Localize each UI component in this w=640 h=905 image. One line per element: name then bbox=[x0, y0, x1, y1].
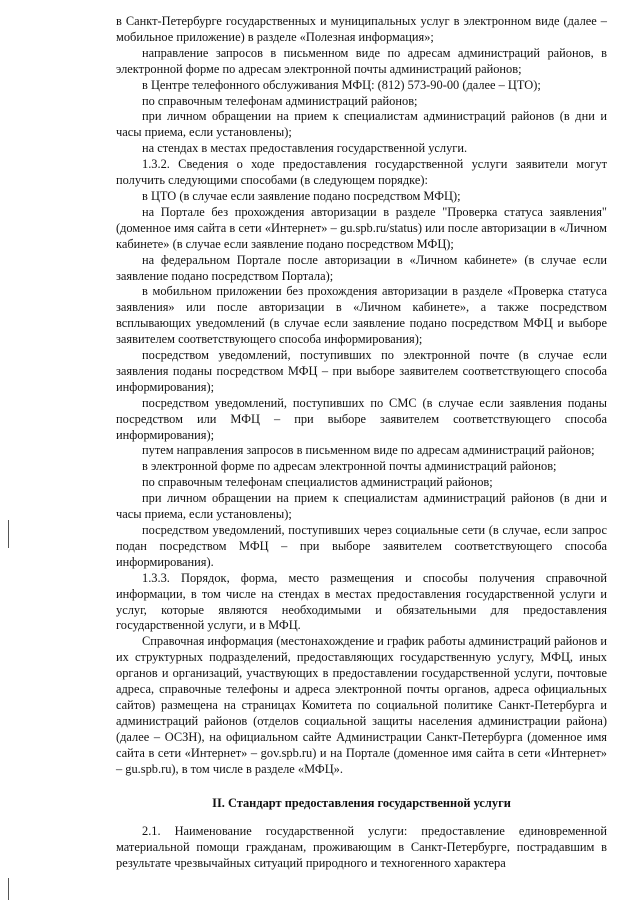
paragraph-personal-visit-2: при личном обращении на прием к специалистам администраций районов (в дни и часы приема, если установлены); bbox=[116, 491, 607, 522]
paragraph-reference-phones: по справочным телефонам администраций районов; bbox=[142, 93, 418, 108]
paragraph-cto: в ЦТО (в случае если заявление подано посредством МФЦ); bbox=[142, 188, 461, 203]
section-heading: II. Стандарт предоставления государственной услуги bbox=[212, 795, 511, 810]
paragraph-phone-center: в Центре телефонного обслуживания МФЦ: (812) 573-90-00 (далее – ЦТО); bbox=[142, 77, 541, 92]
paragraph-written-requests: направление запросов в письменном виде по адресам администраций районов, в электронной форме по адресам электронной почты администраций районов; bbox=[116, 45, 607, 76]
paragraph-personal-visit: при личном обращении на прием к специалистам администраций районов (в дни и часы приема, если установлены); bbox=[116, 109, 607, 140]
paragraph-email-notifications: посредством уведомлений, поступивших по электронной почте (в случае если заявления поданы посредством МФЦ – при выборе заявителем соответствующего способа информирования); bbox=[116, 348, 607, 394]
paragraph-specialist-phones: по справочным телефонам специалистов администраций районов; bbox=[142, 475, 493, 490]
paragraph-continuation: в Санкт-Петербурге государственных и муниципальных услуг в электронном виде (далее – мобильное приложение) в разделе «Полезная информация»; bbox=[116, 14, 607, 44]
paragraph-social-networks: посредством уведомлений, поступивших через социальные сети (в случае, если запрос подан посредством МФЦ – при выборе заявителем соответствующего способа информирования). bbox=[116, 523, 607, 569]
paragraph-mobile-app: в мобильном приложении без прохождения авторизации в разделе «Проверка статуса заявления» или после авторизации в «Личном кабинете», а также посредством всплывающих уведомлений (в случае если заявление подано посредством МФЦ и выборе заявителем соответствующего способа информирования); bbox=[116, 284, 607, 347]
paragraph-portal: на Портале без прохождения авторизации в разделе "Проверка статуса заявления" (доменное имя сайта в сети «Интернет» – gu.spb.ru/status) или после авторизации в «Личном кабинете» (в случае если заявление подано посредством МФЦ); bbox=[116, 204, 607, 251]
paragraph-2-1: 2.1. Наименование государственной услуги: предоставление единовременной материальной помощи гражданам, проживающим в Санкт-Петербурге, пострадавшим в результате чрезвычайных ситуаций природного и техногенного характера bbox=[116, 824, 607, 871]
scan-margin-mark-lower bbox=[8, 878, 9, 900]
paragraph-federal-portal: на федеральном Портале после авторизации в «Личном кабинете» (в случае если заявление подано посредством Портала); bbox=[116, 252, 607, 283]
scan-margin-mark-upper bbox=[8, 520, 9, 548]
document-page bbox=[116, 14, 607, 872]
paragraph-stands: на стендах в местах предоставления государственной услуги. bbox=[142, 141, 468, 156]
paragraph-written-requests-2: путем направления запросов в письменном виде по адресам администраций районов; bbox=[142, 443, 595, 458]
paragraph-reference-info: Справочная информация (местонахождение и график работы администраций районов и их структурных подразделений, предоставляющих государственную услугу, МФЦ, иных органов и организаций, участвующих в предоставлении государственной услуги, почтовые адреса, справочные телефоны и адреса электронной почты органов, адреса официальных сайтов) размещена на страницах Комитета по социальной политике Санкт-Петербурга и администраций районов (отделов социальной защиты населения администрации района) (далее – ОСЗН), на официальном сайте Администрации Санкт-Петербурга (доменное имя сайта в сети «Интернет» – gov.spb.ru) и на Портале (доменное имя сайта в сети «Интернет» – gu.spb.ru), в том числе в разделе «МФЦ». bbox=[116, 634, 607, 776]
paragraph-sms-notifications: посредством уведомлений, поступивших по СМС (в случае если заявления поданы посредством или МФЦ – при выборе заявителем соответствующего способа информирования); bbox=[116, 395, 607, 442]
paragraph-1-3-2: 1.3.2. Сведения о ходе предоставления государственной услуги заявители могут получить следующими способами (в следующем порядке): bbox=[116, 157, 607, 188]
paragraph-electronic-form: в электронной форме по адресам электронной почты администраций районов; bbox=[142, 459, 557, 474]
paragraph-1-3-3: 1.3.3. Порядок, форма, место размещения и способы получения справочной информации, в том числе на стендах в местах предоставления государственной услуги и услуг, которые являются необходимыми и обязательными для предоставления государственной услуги, и в МФЦ. bbox=[116, 570, 607, 633]
